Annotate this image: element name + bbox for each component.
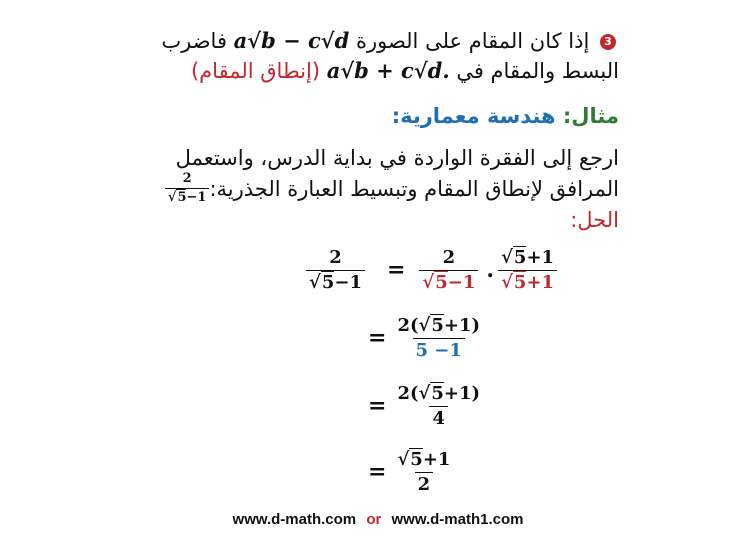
step1-lhs-den: √5−1 <box>306 270 365 293</box>
footer <box>0 511 756 528</box>
step-2 <box>368 316 483 361</box>
example-frac-den: √5−1 <box>165 188 210 205</box>
step1-m2-den-rest: +1 <box>526 271 555 293</box>
step-3 <box>368 384 483 429</box>
example-text-1: ارجع إلى الفقرة الواردة في بداية الدرس، واستعمل <box>175 146 619 170</box>
rule-paren-2: (إنطاق المقام) <box>190 59 321 83</box>
step-4 <box>368 450 453 495</box>
step3-den: 4 <box>429 406 448 429</box>
step1-m1-den: √5−1 <box>419 270 478 293</box>
example-title: هندسة معمارية: <box>391 104 556 128</box>
step1-lhs-rad: 5 <box>321 271 335 293</box>
step2-num: 2(√5+1) <box>397 315 480 336</box>
step1-lhs-num: 2 <box>329 247 342 268</box>
step4-num: √5+1 <box>397 449 451 470</box>
footer-link-2[interactable]: www.d-math1.com <box>391 511 524 528</box>
step1-m1-num: 2 <box>442 247 456 268</box>
step1-m2-num-rad: 5 <box>513 247 527 268</box>
step1-dot: . <box>486 257 495 284</box>
step4-den: 2 <box>415 472 434 495</box>
example-fraction <box>165 172 210 206</box>
step3-eq: = <box>368 393 387 420</box>
step1-m1-rad: 5 <box>435 271 448 293</box>
rule-text-2: البسط والمقام في <box>456 59 619 83</box>
step2-den: 5 −1 <box>413 338 465 361</box>
step1-m2 <box>498 248 557 293</box>
step4-eq: = <box>368 459 387 486</box>
step2-num-rad: 5 <box>431 315 444 336</box>
rule-text-1-end: فاضرب <box>161 29 227 53</box>
step3-num-pre: 2( <box>397 383 419 404</box>
step2-num-pre: 2( <box>397 315 419 336</box>
step1-m1 <box>419 248 478 293</box>
example-heading <box>392 104 619 128</box>
step1-m2-num-rest: +1 <box>526 247 555 268</box>
step1-m2-num: √5+1 <box>501 247 555 268</box>
rule-math-2: a√b + c√d. <box>326 58 450 83</box>
step4-frac <box>394 450 453 495</box>
solution-label: الحل: <box>570 208 619 232</box>
step4-num-rad: 5 <box>410 449 423 470</box>
rule-line-2 <box>191 58 619 83</box>
example-label: مثال: <box>562 104 619 128</box>
step2-num-rest: +1) <box>443 315 480 336</box>
example-frac-rest: −1 <box>186 190 207 206</box>
rule-line-1 <box>161 28 616 53</box>
step2-eq: = <box>368 325 387 352</box>
footer-link-1[interactable]: www.d-math.com <box>232 511 357 528</box>
step3-num-rest: +1) <box>443 383 480 404</box>
step1-m2-den: √5+1 <box>498 270 557 293</box>
step1-lhs-rest: −1 <box>334 271 362 293</box>
step-1 <box>306 248 557 293</box>
rule-math-1: a√b − c√d <box>233 28 350 53</box>
step2-frac <box>394 316 483 361</box>
step4-num-rest: +1 <box>422 449 451 470</box>
step1-lhs <box>306 248 365 293</box>
example-frac-rad: 5 <box>177 190 187 206</box>
step3-num-rad: 5 <box>431 383 444 404</box>
footer-or: or <box>366 511 382 528</box>
step1-m1-rest: −1 <box>447 271 476 293</box>
rule-text-1: إذا كان المقام على الصورة <box>355 29 590 53</box>
step3-num: 2(√5+1) <box>397 383 480 404</box>
example-text-2 <box>165 172 619 206</box>
example-frac-num: 2 <box>182 171 192 186</box>
step3-frac <box>394 384 483 429</box>
example-text-2-words: المرافق لإنطاق المقام وتبسيط العبارة الجذرية: <box>209 176 619 201</box>
number-bullet: 3 <box>600 34 616 50</box>
step1-eq: = <box>386 257 406 284</box>
step1-m2-den-rad: 5 <box>513 271 527 293</box>
